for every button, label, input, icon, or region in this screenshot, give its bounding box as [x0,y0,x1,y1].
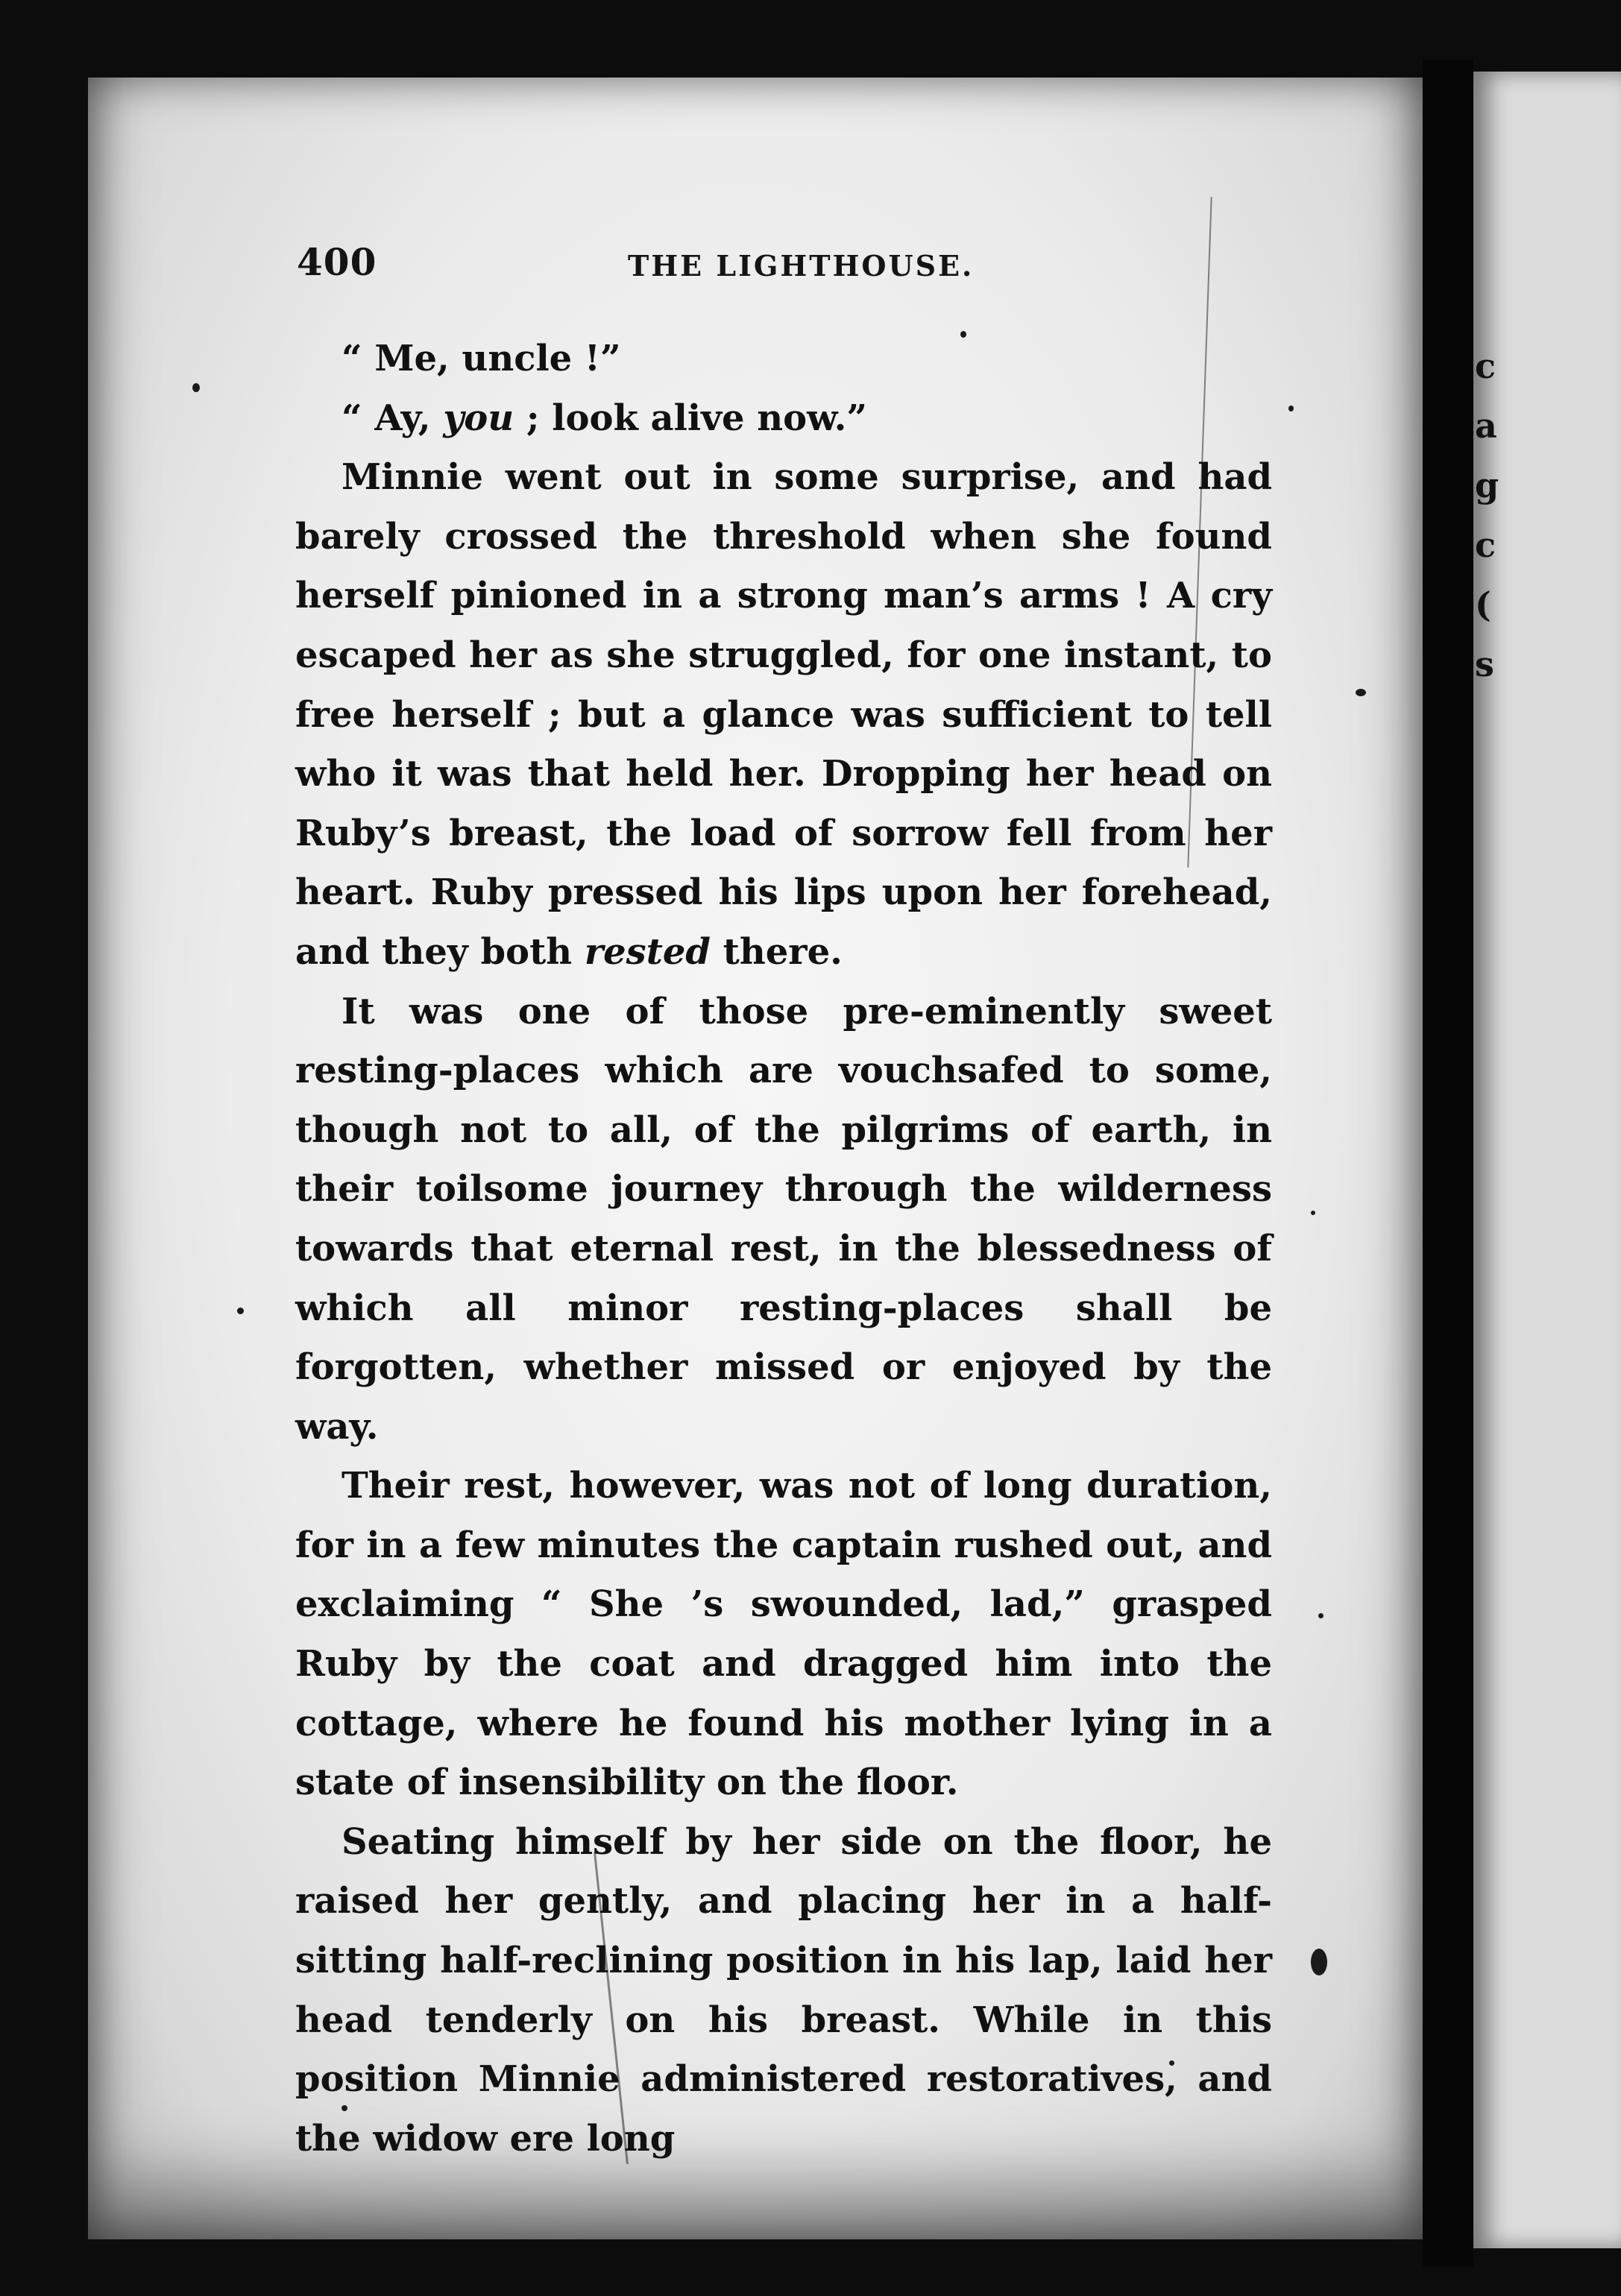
adjacent-page-fragment: s [1475,644,1494,684]
adjacent-page-fragment: ( [1475,584,1491,625]
adjacent-page-fragment: a [1475,406,1497,446]
scan-speck [192,383,200,392]
paragraph [295,448,1272,982]
scan-speck [237,1308,244,1314]
scan-speck [1318,1613,1323,1618]
running-title: THE LIGHTHOUSE. [628,249,975,283]
paragraph-text: Minnie went out in some surprise, and had barely crossed the threshold when she found herself pinioned in a strong man’s arms ! A cry escaped her as she struggled, for one instant, to free herself ; but a glance was sufficient to tell who it was that held her. Dropping her head on Ruby’s breast, the load of sorrow fell from her heart. Ruby pressed his lips upon her forehead, and they both [295,456,1272,973]
paragraph [295,389,1272,449]
paragraph-text: there. [710,930,843,973]
scan-speck [1356,689,1366,696]
italic-text: you [443,397,514,439]
paragraph [295,983,1272,1457]
paragraph [295,1457,1272,1813]
scan-speck [1311,1211,1315,1215]
running-header [297,240,1274,300]
paragraph-text: Their rest, however, was not of long duration, for in a few minutes the captain rushed out, and exclaiming “ She ’s swounded, lad,” grasped Ruby by the coat and dragged him into the cottage, where he found his mother lying in a state of insensibility on the floor. [295,1465,1272,1804]
body-text [295,329,1272,2169]
scan-speck [1288,406,1294,411]
paragraph-text: ; look alive now.” [514,397,867,439]
adjacent-page-fragment: c [1475,346,1496,386]
adjacent-page-fragment: c [1475,525,1496,565]
paragraph-text: Seating himself by her side on the floor, he raised her gently, and placing her in a half-sitting half-reclining position in his lap, laid her head tenderly on his breast. While in this position Minnie administered restoratives, and the widow ere long [295,1820,1272,2160]
scan-speck [1311,1949,1327,1975]
paragraph [295,1813,1272,2169]
page-gutter [1423,60,1473,2266]
page-number: 400 [297,240,377,284]
paragraph-text: It was one of those pre-eminently sweet resting-places which are vouchsafed to some, though not to all, of the pilgrims of earth, in their toilsome journey through the wilderness towards that eternal rest, in the blessedness of which all minor resting-places shall be forgotten, whether missed or enjoyed by the way. [295,990,1272,1448]
paragraph-text: “ Ay, [341,397,444,439]
adjacent-page-fragment: g [1475,465,1499,505]
paragraph-text: “ Me, uncle !” [341,338,621,379]
paragraph [295,329,1272,389]
italic-text: rested [584,930,711,973]
adjacent-page-edge [1473,72,1621,2248]
